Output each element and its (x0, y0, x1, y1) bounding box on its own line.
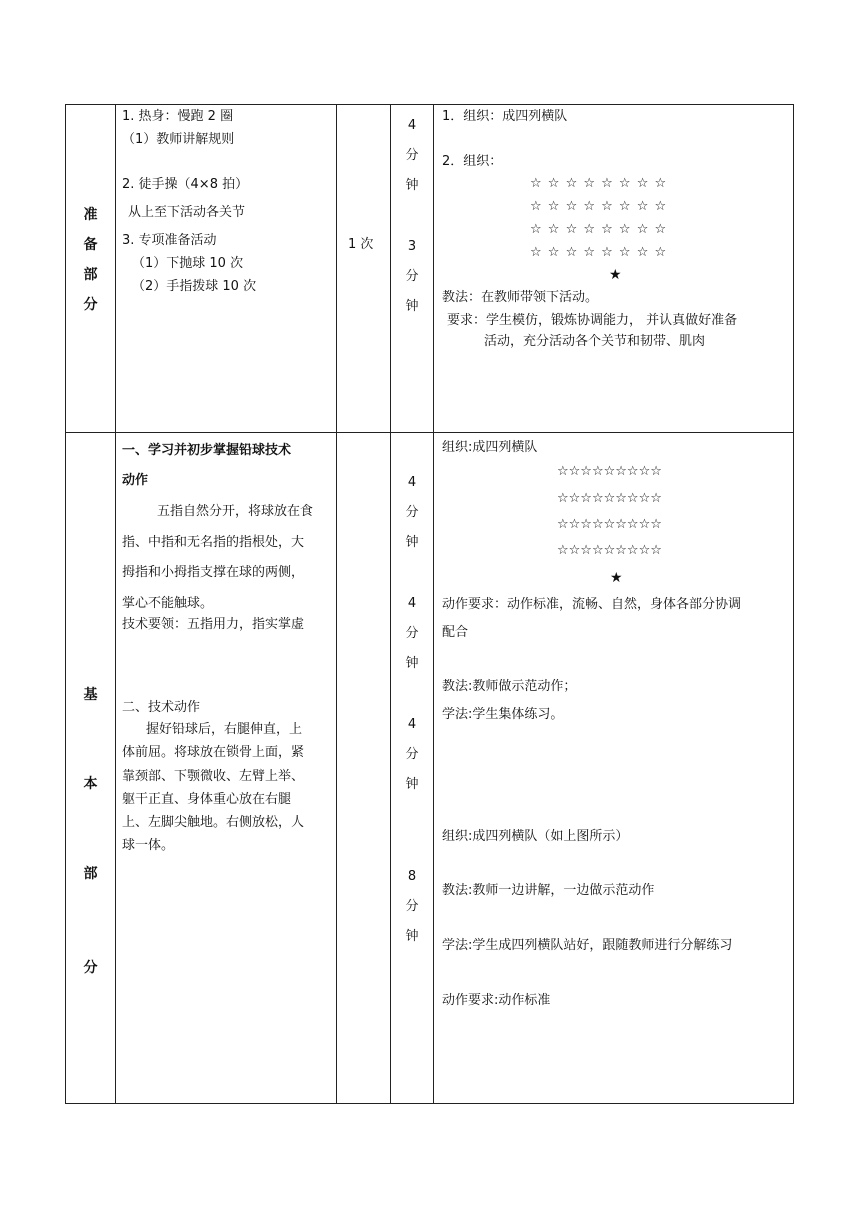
prep-section-char: 分 (83, 297, 98, 313)
basic-time-char: 4 (407, 717, 417, 732)
basic-learning-method-2: 学法:学生成四列横队站好，跟随教师进行分解练习 (442, 938, 733, 953)
basic-time-char: 钟 (405, 777, 419, 792)
basic-time-char: 钟 (405, 535, 419, 550)
basic-time-char: 钟 (405, 929, 419, 944)
prep-content-line: 从上至下活动各关节 (128, 205, 246, 220)
basic-formation-row: ☆☆☆☆☆☆☆☆☆ (557, 491, 662, 506)
basic-grip-line: 五指自然分开，将球放在食 (157, 504, 314, 519)
prep-section-char: 准 (83, 207, 98, 223)
prep-method: 教法：在教师带领下活动。 (442, 290, 599, 305)
basic-time-char: 4 (407, 596, 417, 611)
basic-time-char: 钟 (405, 656, 419, 671)
prep-content-line: 2. 徒手操（4×8 拍） (122, 177, 249, 192)
prep-teacher-star: ★ (609, 267, 622, 283)
prep-requirement: 活动，充分活动各个关节和韧带、肌肉 (484, 334, 706, 349)
prep-time-char: 分 (405, 148, 419, 163)
prep-content-line: （1）教师讲解规则 (122, 132, 235, 147)
basic-key-points: 技术要领：五指用力，指实掌虚 (122, 617, 305, 632)
basic-tech-line: 体前屈。将球放在锁骨上面，紧 (122, 745, 305, 760)
prep-organization-1: 1．组织：成四列横队 (442, 109, 568, 124)
basic-grip-line: 掌心不能触球。 (122, 596, 214, 611)
basic-organization: 组织:成四列横队 (442, 440, 538, 455)
basic-time-char: 8 (407, 869, 417, 884)
basic-section-label (66, 0, 115, 1216)
prep-formation-row: ☆ ☆ ☆ ☆ ☆ ☆ ☆ ☆ (530, 245, 668, 260)
basic-tech-line: 上、左脚尖触地。右侧放松，人 (122, 815, 305, 830)
basic-teaching-method-2: 教法:教师一边讲解，一边做示范动作 (442, 883, 655, 898)
basic-time-char: 4 (407, 475, 417, 490)
basic-time-char: 分 (405, 899, 419, 914)
prep-organization-2: 2．组织： (442, 154, 503, 169)
basic-formation-row: ☆☆☆☆☆☆☆☆☆ (557, 517, 662, 532)
prep-content-line: 1. 热身：慢跑 2 圈 (122, 109, 234, 124)
prep-section-char: 备 (83, 237, 98, 253)
prep-section-char: 部 (83, 267, 98, 283)
basic-section-char: 部 (83, 866, 98, 882)
basic-tech-title: 二、技术动作 (122, 700, 201, 715)
basic-teacher-star: ★ (610, 570, 623, 586)
table-border-right (793, 104, 794, 1104)
prep-count: 1 次 (348, 237, 374, 252)
basic-formation-row: ☆☆☆☆☆☆☆☆☆ (557, 464, 662, 479)
prep-time-char: 3 (407, 239, 417, 254)
prep-time-char: 4 (407, 118, 417, 133)
prep-content-line: （1）下抛球 10 次 (132, 256, 244, 271)
prep-time-char: 分 (405, 269, 419, 284)
basic-time-char: 分 (405, 505, 419, 520)
basic-teaching-method: 教法:教师做示范动作； (442, 679, 577, 694)
basic-action-requirement-2: 动作要求:动作标准 (442, 993, 551, 1008)
basic-tech-line: 球一体。 (122, 838, 175, 853)
prep-requirement: 要求：学生模仿，锻炼协调能力， 并认真做好准备 (447, 313, 738, 328)
basic-grip-line: 指、中指和无名指的指根处，大 (122, 535, 305, 550)
basic-grip-line: 拇指和小拇指支撑在球的两侧， (122, 565, 305, 580)
table-col-divider-4 (433, 104, 434, 1104)
table-col-divider-2 (336, 104, 337, 1104)
basic-tech-line: 靠颈部、下颚微收、左臂上举、 (122, 769, 305, 784)
basic-heading: 一、学习并初步掌握铅球技术 (122, 443, 292, 458)
prep-formation-row: ☆ ☆ ☆ ☆ ☆ ☆ ☆ ☆ (530, 199, 668, 214)
prep-time-char: 钟 (405, 299, 419, 314)
prep-time-char: 钟 (405, 178, 419, 193)
basic-tech-line: 躯干正直、身体重心放在右腿 (122, 792, 292, 807)
prep-formation-row: ☆ ☆ ☆ ☆ ☆ ☆ ☆ ☆ (530, 222, 668, 237)
basic-time-column (391, 0, 433, 1216)
basic-section-char: 本 (83, 776, 98, 792)
basic-section-char: 分 (83, 960, 98, 976)
table-col-divider-1 (115, 104, 116, 1104)
prep-content-line: （2）手指拨球 10 次 (132, 279, 257, 294)
basic-action-requirement: 配合 (442, 625, 469, 640)
basic-tech-line: 握好铅球后，右腿伸直，上 (146, 722, 303, 737)
basic-section-char: 基 (83, 687, 98, 703)
prep-content-line: 3. 专项准备活动 (122, 233, 217, 248)
basic-action-requirement: 动作要求：动作标准，流畅、自然，身体各部分协调 (442, 597, 742, 612)
basic-learning-method: 学法:学生集体练习。 (442, 707, 564, 722)
basic-organization-2: 组织:成四列横队（如上图所示） (442, 829, 629, 844)
prep-formation-row: ☆ ☆ ☆ ☆ ☆ ☆ ☆ ☆ (530, 176, 668, 191)
basic-time-char: 分 (405, 626, 419, 641)
basic-formation-row: ☆☆☆☆☆☆☆☆☆ (557, 543, 662, 558)
basic-heading: 动作 (122, 473, 149, 488)
basic-time-char: 分 (405, 747, 419, 762)
